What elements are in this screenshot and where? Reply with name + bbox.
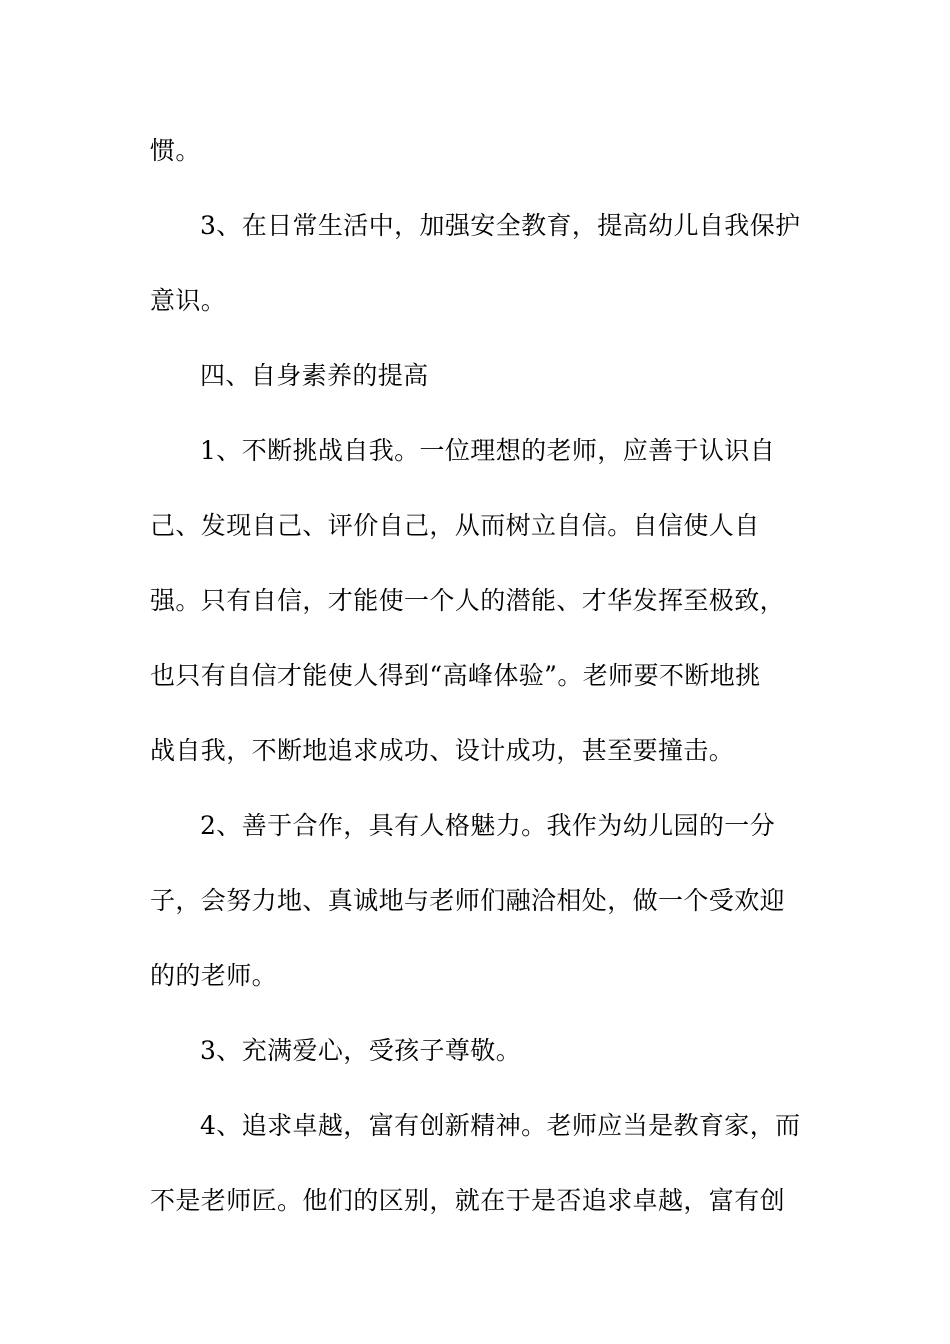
text-line: 己、发现自己、评价自己，从而树立自信。自信使人自 bbox=[150, 511, 760, 540]
text-line: 战自我，不断地追求成功、设计成功，甚至要撞击。 bbox=[150, 736, 735, 765]
text-line: 不是老师匠。他们的区别，就在于是否追求卓越，富有创 bbox=[150, 1186, 786, 1215]
text-line: 3、在日常生活中，加强安全教育，提高幼儿自我保护 bbox=[200, 211, 801, 240]
text-line: 2、善于合作，具有人格魅力。我作为幼儿园的一分 bbox=[200, 811, 776, 840]
text-line: 也只有自信才能使人得到“高峰体验”。老师要不断地挑 bbox=[150, 661, 761, 690]
text-line: 惯。 bbox=[150, 136, 201, 165]
text-line: 子，会努力地、真诚地与老师们融洽相处，做一个受欢迎 bbox=[150, 886, 786, 915]
text-line: 3、充满爱心，受孩子尊敬。 bbox=[200, 1036, 522, 1065]
text-line: 1、不断挑战自我。一位理想的老师，应善于认识自 bbox=[200, 436, 776, 465]
text-line: 4、追求卓越，富有创新精神。老师应当是教育家，而 bbox=[200, 1111, 801, 1140]
text-line: 的的老师。 bbox=[150, 961, 278, 990]
text-line: 强。只有自信，才能使一个人的潜能、才华发挥至极致， bbox=[150, 586, 786, 615]
section-heading: 四、自身素养的提高 bbox=[200, 361, 429, 390]
text-line: 意识。 bbox=[150, 286, 227, 315]
